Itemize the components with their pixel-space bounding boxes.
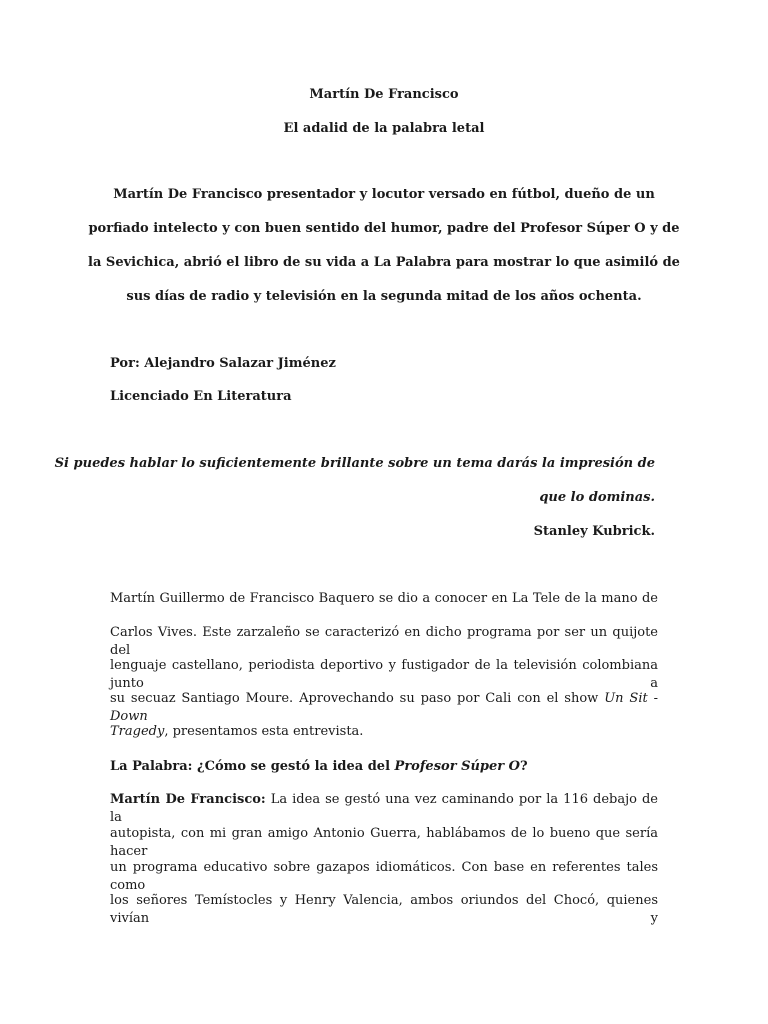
summary-line: sus días de radio y televisión en la segunda mitad de los años ochenta.: [126, 289, 642, 304]
summary-line: la Sevichica, abrió el libro de su vida a La Palabra para mostrar lo que asimiló de: [88, 255, 680, 270]
summary-line: Martín De Francisco presentador y locutor versado en fútbol, dueño de un: [113, 187, 655, 202]
epigraph-line: Si puedes hablar lo suficientemente brillante sobre un tema darás la impresión de: [54, 456, 655, 471]
intro-last-tail: , presentamos esta entrevista.: [164, 724, 364, 739]
answer-first-line: [110, 791, 658, 827]
document-subtitle: El adalid de la palabra letal: [283, 121, 485, 136]
document-title: Martín De Francisco: [309, 87, 459, 102]
interview-question: [110, 758, 528, 776]
answer-line: autopista, con mi gran amigo Antonio Guerra, hablábamos de lo bueno que sería hacer: [110, 826, 658, 859]
answer-line: un programa educativo sobre gazapos idiomáticos. Con base en referentes tales como: [110, 860, 658, 893]
intro-line: lenguaje castellano, periodista deportivo y fustigador de la televisión colombiana junto a: [110, 658, 658, 691]
epigraph-author: Stanley Kubrick.: [533, 524, 655, 539]
summary-line: porfiado intelecto y con buen sentido del humor, padre del Profesor Súper O y de: [88, 221, 680, 236]
intro-line: Carlos Vives. Este zarzaleño se caracterizó en dicho programa por ser un quijote del: [110, 625, 658, 658]
show-title-part1: Un Sit - Down: [110, 691, 658, 724]
intro-line: Martín Guillermo de Francisco Baquero se dio a conocer en La Tele de la mano de: [110, 591, 658, 606]
epigraph-line: que lo dominas.: [539, 490, 655, 505]
answer-label: Martín De Francisco:: [110, 792, 266, 807]
byline-credential: Licenciado En Literatura: [110, 389, 292, 404]
byline-author: Por: Alejandro Salazar Jiménez: [110, 356, 336, 371]
intro-line-with-show: [110, 690, 658, 726]
intro-last-line: [110, 723, 363, 741]
intro-line-text: su secuaz Santiago Moure. Aprovechando su paso por Cali con el show: [110, 691, 599, 706]
question-end: ?: [519, 759, 528, 774]
question-italic: Profesor Súper O: [394, 759, 520, 774]
answer-first-tail: La idea se gestó una vez caminando por la 116 debajo de la: [110, 792, 658, 825]
show-title-part2: Tragedy: [110, 724, 165, 739]
question-label: La Palabra: ¿Cómo se gestó la idea del: [110, 759, 395, 774]
answer-line: los señores Temístocles y Henry Valencia, ambos oriundos del Chocó, quienes vivían y: [110, 893, 658, 926]
